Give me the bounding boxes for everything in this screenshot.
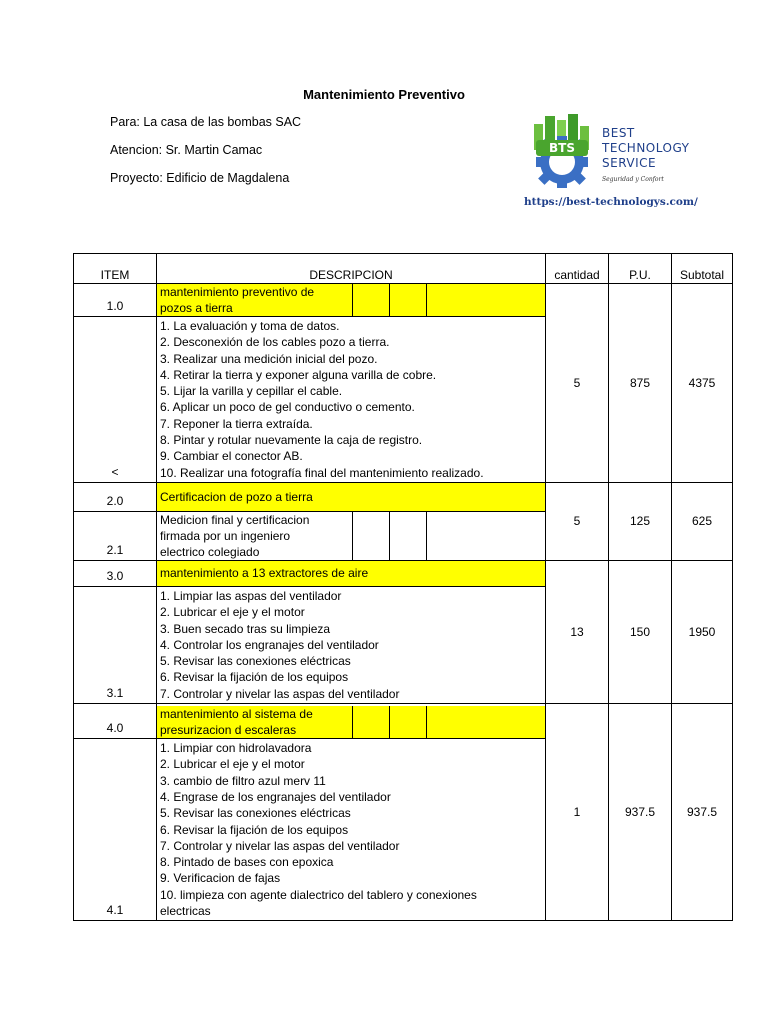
section-2-heading-row [74, 482, 733, 511]
header-subtotal: Subtotal [672, 254, 733, 284]
item-number: 2.0 [74, 482, 157, 511]
cantidad-cell: 5 [546, 284, 609, 483]
company-logo [524, 112, 724, 212]
section-4-heading-row [74, 704, 733, 739]
logo-line-1: BEST [602, 126, 635, 140]
task-line: 10. limpieza con agente dialectrico del tablero y conexiones [160, 887, 477, 902]
task-line: 10. Realizar una fotografía final del mantenimiento realizado. [160, 465, 484, 480]
section-heading-text: mantenimiento preventivo de pozos a tierra [157, 284, 352, 316]
task-line: 1. Limpiar con hidrolavadora [160, 741, 312, 756]
company-url: https://best-technologys.com/ [524, 196, 698, 208]
section-3-heading-row [74, 560, 733, 586]
task-line: 8. Pintar y rotular nuevamente la caja de registro. [160, 433, 423, 448]
task-line: 9. Verificacion de fajas [160, 871, 281, 886]
task-line: 2. Lubricar el eje y el motor [160, 605, 305, 620]
sub-item-marker: < [74, 317, 157, 483]
task-line: 6. Aplicar un poco de gel conductivo o cemento. [160, 400, 415, 415]
task-line: 2. Lubricar el eje y el motor [160, 757, 305, 772]
task-line: 8. Pintado de bases con epoxica [160, 855, 334, 870]
item-number: 1.0 [74, 284, 157, 317]
task-line: 7. Controlar y nivelar las aspas del ventilador [160, 686, 400, 701]
header-descripcion: DESCRIPCION [157, 254, 546, 284]
task-line: 4. Controlar los engranajes del ventilador [160, 637, 379, 652]
task-line: 3. cambio de filtro azul merv 11 [160, 773, 326, 788]
task-line: 7. Reponer la tierra extraída. [160, 416, 313, 431]
task-line: 3. Realizar una medición inicial del pozo. [160, 351, 378, 366]
section-heading-text: mantenimiento al sistema de presurizacion d escaleras [157, 706, 352, 738]
section-1-heading-row [74, 284, 733, 317]
task-list [157, 317, 546, 483]
task-line: 4. Engrase de los engranajes del ventilador [160, 789, 391, 804]
sub-item-number: 4.1 [74, 739, 157, 921]
logo-line-2: TECHNOLOGY [602, 141, 690, 155]
task-line: electricas [160, 904, 211, 919]
gear-buildings-icon [524, 112, 600, 192]
attention-line: Atencion: Sr. Martin Camac [110, 143, 263, 157]
task-line: 6. Revisar la fijación de los equipos [160, 822, 349, 837]
task-line: 5. Revisar las conexiones eléctricas [160, 654, 351, 669]
subtotal-cell: 1950 [672, 560, 733, 703]
header-item: ITEM [74, 254, 157, 284]
sub-item-number: 3.1 [74, 586, 157, 703]
pu-cell: 150 [609, 560, 672, 703]
task-line: 1. La evaluación y toma de datos. [160, 319, 340, 333]
pu-cell: 125 [609, 482, 672, 560]
task-list [157, 511, 546, 560]
task-line: 7. Controlar y nivelar las aspas del ventilador [160, 838, 400, 853]
cantidad-cell: 1 [546, 704, 609, 921]
table-header-row [74, 254, 733, 284]
task-line: 9. Cambiar el conector AB. [160, 449, 303, 464]
subtotal-cell: 625 [672, 482, 733, 560]
section-heading: mantenimiento a 13 extractores de aire [157, 560, 546, 586]
task-text: Medicion final y certificacion firmada por un ingeniero electrico colegiado [160, 512, 310, 559]
document-title: Mantenimiento Preventivo [303, 87, 465, 102]
cantidad-cell: 5 [546, 482, 609, 560]
task-line: 4. Retirar la tierra y exponer alguna varilla de cobre. [160, 367, 437, 382]
task-line: 1. Limpiar las aspas del ventilador [160, 588, 342, 603]
subtotal-cell: 937.5 [672, 704, 733, 921]
subtotal-cell: 4375 [672, 284, 733, 483]
section-heading: Certificacion de pozo a tierra [157, 482, 546, 511]
recipient-line: Para: La casa de las bombas SAC [110, 115, 302, 129]
task-list [157, 586, 546, 703]
task-line: 5. Lijar la varilla y cepillar el cable. [160, 384, 343, 399]
task-line: 5. Revisar las conexiones eléctricas [160, 806, 351, 821]
header-cantidad: cantidad [546, 254, 609, 284]
item-number: 4.0 [74, 704, 157, 739]
section-heading [157, 704, 546, 739]
task-line: 3. Buen secado tras su limpieza [160, 621, 331, 636]
section-heading [157, 284, 546, 317]
logo-line-3: SERVICE [602, 156, 657, 170]
quote-table [73, 253, 733, 921]
pu-cell: 937.5 [609, 704, 672, 921]
task-line: 6. Revisar la fijación de los equipos [160, 670, 349, 685]
task-list [157, 739, 546, 921]
sub-item-number: 2.1 [74, 511, 157, 560]
item-number: 3.0 [74, 560, 157, 586]
project-line: Proyecto: Edificio de Magdalena [110, 171, 290, 185]
logo-slogan: Seguridad y Confort [602, 176, 664, 183]
header-pu: P.U. [609, 254, 672, 284]
logo-abbr: BTS [549, 141, 575, 155]
pu-cell: 875 [609, 284, 672, 483]
logo-wordmark [602, 126, 689, 171]
cantidad-cell: 13 [546, 560, 609, 703]
task-line: 2. Desconexión de los cables pozo a tierra. [160, 335, 390, 350]
